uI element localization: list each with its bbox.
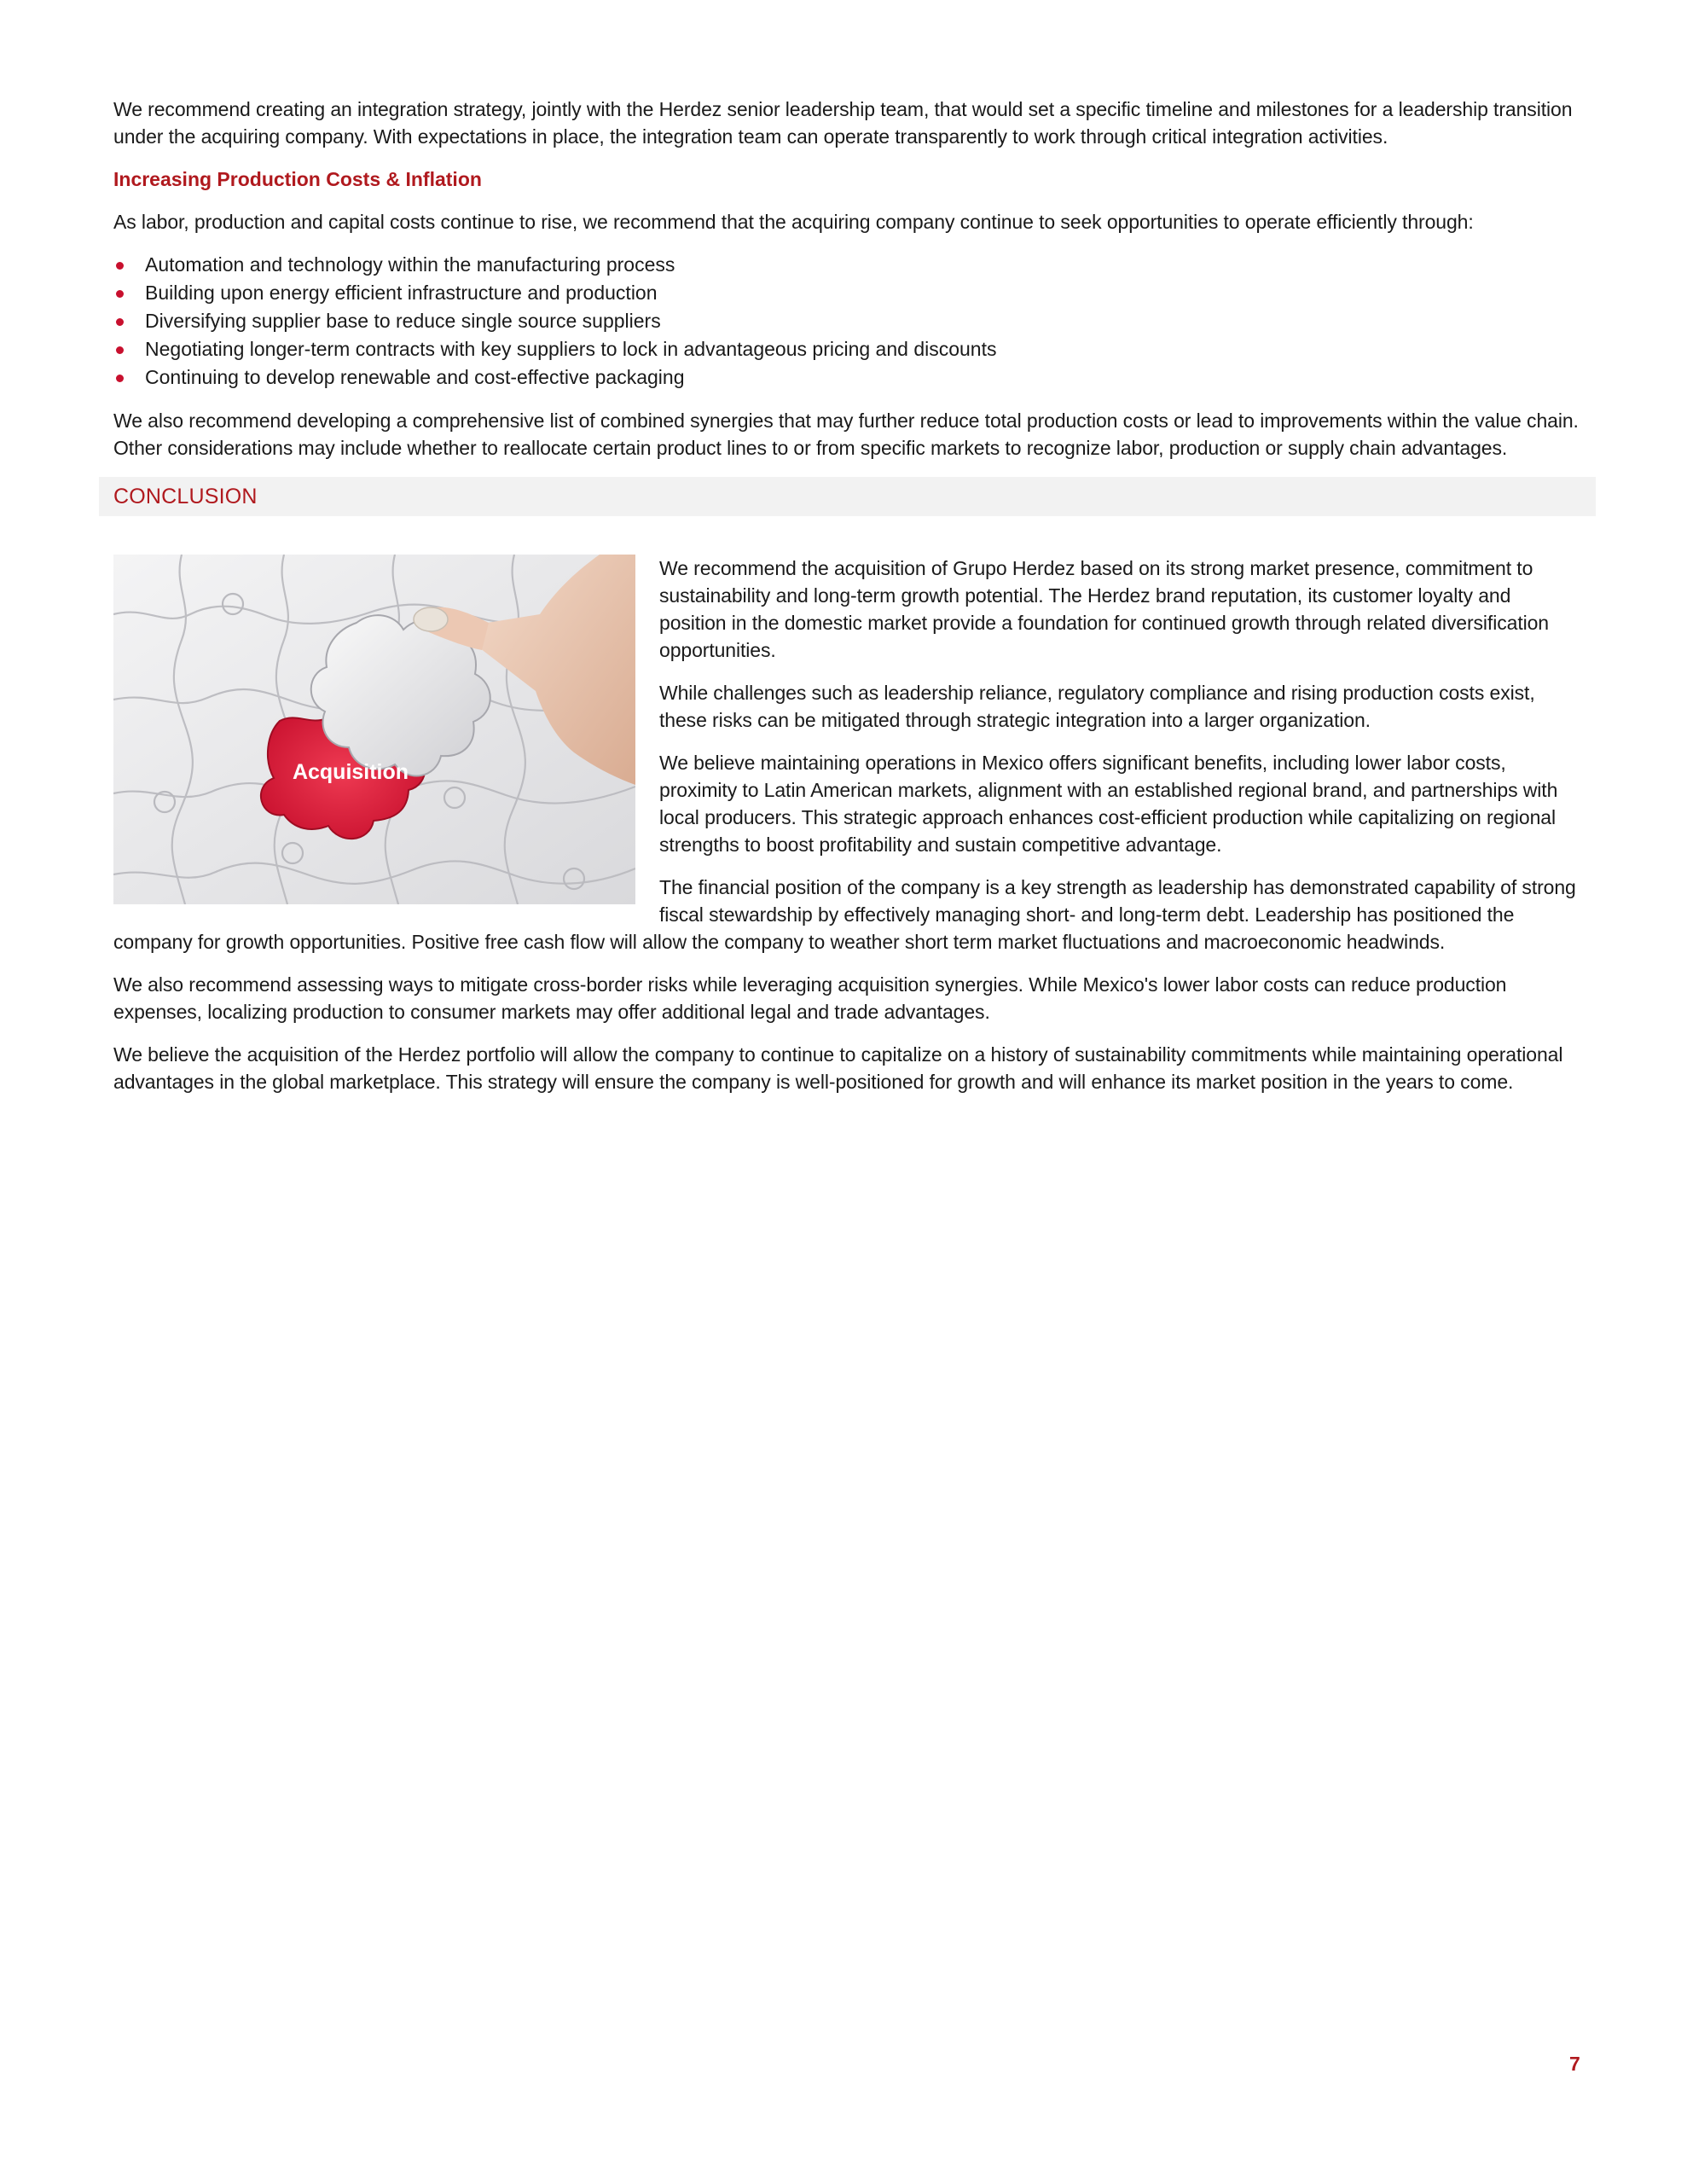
acquisition-puzzle-image [113,555,635,904]
costs-lead-paragraph: As labor, production and capital costs continue to rise, we recommend that the acquiring company continue to seek opportunities to operate efficiently through: [113,211,1474,233]
bullet-dot-icon [116,375,124,382]
bullet-item [113,307,1580,335]
conclusion-paragraph-2: While challenges such as leadership reliance, regulatory compliance and rising production costs exist, these risks can be mitigated through strategic integration into a larger organization. [659,682,1535,731]
bullet-text: Building upon energy efficient infrastructure and production [145,282,658,304]
conclusion-paragraph-6: We believe the acquisition of the Herdez portfolio will allow the company to continue to capitalize on a history of sustainability commitments while maintaining operational advantages in the global marketplace. This strategy will ensure the company is well-positioned for growth and will enhance its market position in the years to come. [113,1043,1563,1093]
image-acquisition-label: Acquisition [292,760,409,784]
costs-subheading: Increasing Production Costs & Inflation [113,168,482,190]
bullet-text: Diversifying supplier base to reduce single source suppliers [145,310,661,332]
bullet-dot-icon [116,318,124,326]
bullet-item [113,279,1580,307]
synergies-paragraph: We also recommend developing a comprehensive list of combined synergies that may further reduce total production costs or lead to improvements within the value chain. Other considerations may include whether to reallocate certain product lines to or from specific markets to recognize labor, production or supply chain advantages. [113,410,1579,459]
conclusion-section-bar [99,477,1596,516]
bullet-text: Negotiating longer-term contracts with key suppliers to lock in advantageous pricing and discounts [145,338,997,360]
bullet-item [113,363,1580,392]
page-number: 7 [1569,2053,1580,2075]
bullet-dot-icon [116,346,124,354]
bullet-dot-icon [116,290,124,298]
integration-paragraph: We recommend creating an integration strategy, jointly with the Herdez senior leadership team, that would set a specific timeline and milestones for a leadership transition under the acquiring company. With expectations in place, the integration team can operate transparently to work through critical integration activities. [113,98,1573,148]
document-page [113,96,1580,1111]
efficiency-bullet-list [113,251,1580,392]
conclusion-title: CONCLUSION [113,484,258,508]
conclusion-paragraph-3: We believe maintaining operations in Mexico offers significant benefits, including lower labor costs, proximity to Latin American markets, alignment with an established regional brand, and partnerships with local producers. This strategic approach enhances cost-efficient production while capitalizing on regional strengths to boost profitability and sustain competitive advantage. [659,752,1558,856]
conclusion-paragraph-5: We also recommend assessing ways to mitigate cross-border risks while leveraging acquisition synergies. While Mexico's lower labor costs can reduce production expenses, localizing production to consumer markets may offer additional legal and trade advantages. [113,973,1507,1023]
bullet-item [113,251,1580,279]
bullet-text: Automation and technology within the manufacturing process [145,253,675,276]
conclusion-paragraph-4: The financial position of the company is a key strength as leadership has demonstrated capability of strong fiscal stewardship by effectively managing short- and long-term debt. Leadership has positioned the company for growth opportunities. Positive free cash flow will allow the company to weather short term market fluctuations and macroeconomic headwinds. [113,876,1576,953]
conclusion-paragraph-1: We recommend the acquisition of Grupo Herdez based on its strong market presence, commitment to sustainability and long-term growth potential. The Herdez brand reputation, its customer loyalty and position in the domestic market provide a foundation for continued growth through related diversification opportunities. [659,557,1549,661]
bullet-text: Continuing to develop renewable and cost-effective packaging [145,366,685,388]
bullet-item [113,335,1580,363]
bullet-dot-icon [116,262,124,270]
